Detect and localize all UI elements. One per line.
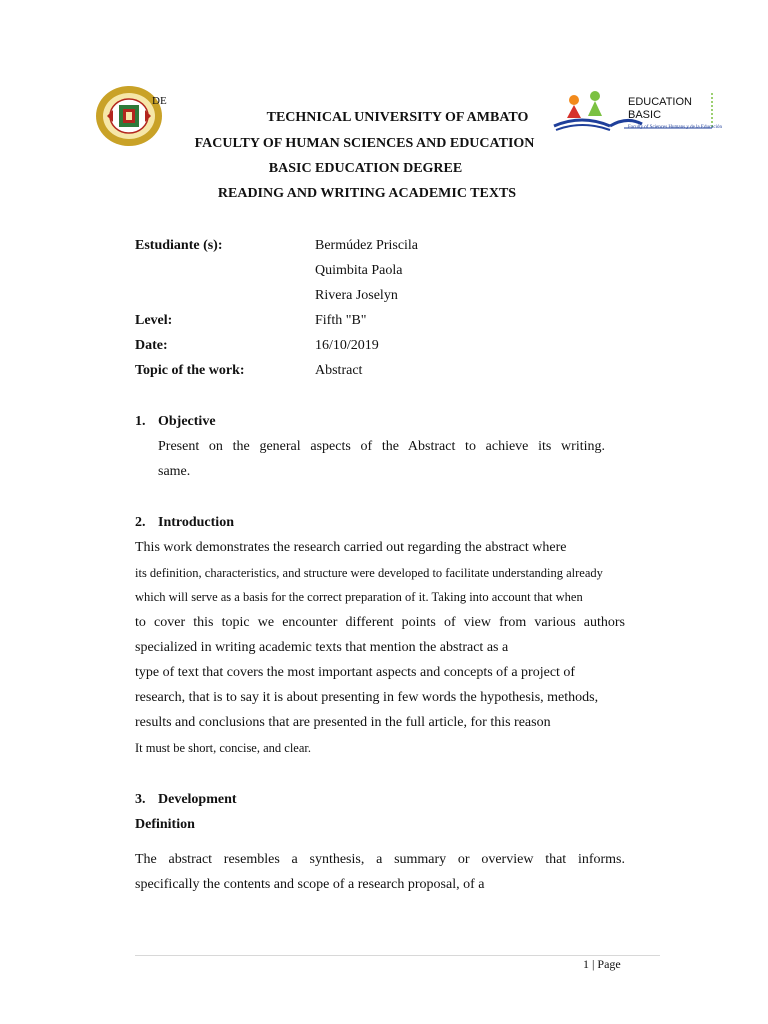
introduction-line-3: which will serve as a basis for the correct preparation of it. Taking into account that when bbox=[135, 590, 583, 604]
objective-number: 1. bbox=[135, 414, 146, 429]
topic-label: Topic of the work: bbox=[135, 363, 245, 378]
header-course: READING AND WRITING ACADEMIC TEXTS bbox=[217, 186, 517, 201]
student-name-1: Bermúdez Priscila bbox=[315, 238, 419, 253]
definition-text-line-1: The abstract resembles a synthesis, a summary or overview that informs. bbox=[135, 852, 625, 867]
date-value: 16/10/2019 bbox=[315, 338, 379, 353]
objective-text-line-1: Present on the general aspects of the Abstract to achieve its writing. bbox=[158, 439, 605, 454]
header-faculty: FACULTY OF HUMAN SCIENCES AND EDUCATION bbox=[194, 136, 535, 151]
objective-text-line-2: same. bbox=[158, 464, 191, 479]
introduction-line-7: research, that is to say it is about presenting in few words the hypothesis, methods, bbox=[135, 690, 599, 705]
student-label: Estudiante (s): bbox=[135, 238, 223, 253]
introduction-line-5: specialized in writing academic texts that mention the abstract as a bbox=[135, 640, 509, 655]
footer-rule bbox=[135, 955, 660, 956]
seal-partial-text: DE bbox=[152, 95, 167, 107]
logo-education-text: EDUCATION bbox=[628, 96, 692, 108]
introduction-number: 2. bbox=[135, 515, 146, 530]
topic-value: Abstract bbox=[315, 363, 363, 378]
level-value: Fifth "B" bbox=[315, 313, 367, 328]
definition-subtitle: Definition bbox=[135, 817, 195, 832]
introduction-line-9: It must be short, concise, and clear. bbox=[135, 741, 311, 755]
student-name-2: Quimbita Paola bbox=[315, 263, 403, 278]
date-label: Date: bbox=[135, 338, 168, 353]
introduction-line-6: type of text that covers the most important aspects and concepts of a project of bbox=[135, 665, 576, 680]
introduction-line-8: results and conclusions that are presented in the full article, for this reason bbox=[135, 715, 551, 730]
introduction-line-2: its definition, characteristics, and structure were developed to facilitate understanding already bbox=[135, 566, 603, 580]
header-degree: BASIC EDUCATION DEGREE bbox=[268, 161, 463, 176]
logo-tagline-text: Faculty of Sciences Humans y de la Educación bbox=[628, 125, 722, 130]
level-label: Level: bbox=[135, 313, 173, 328]
development-title: Development bbox=[158, 792, 237, 807]
introduction-line-1: This work demonstrates the research carried out regarding the abstract where bbox=[135, 540, 567, 555]
introduction-line-4: to cover this topic we encounter different points of view from various authors bbox=[135, 615, 625, 630]
objective-title: Objective bbox=[158, 414, 216, 429]
logo-basic-text: BASIC bbox=[628, 109, 662, 121]
page-number: 1 | Page bbox=[583, 957, 621, 971]
definition-text-line-2: specifically the contents and scope of a research proposal, of a bbox=[135, 877, 485, 892]
student-name-3: Rivera Joselyn bbox=[315, 288, 398, 303]
header-university: TECHNICAL UNIVERSITY OF AMBATO bbox=[266, 110, 529, 125]
development-number: 3. bbox=[135, 792, 146, 807]
introduction-title: Introduction bbox=[158, 515, 234, 530]
